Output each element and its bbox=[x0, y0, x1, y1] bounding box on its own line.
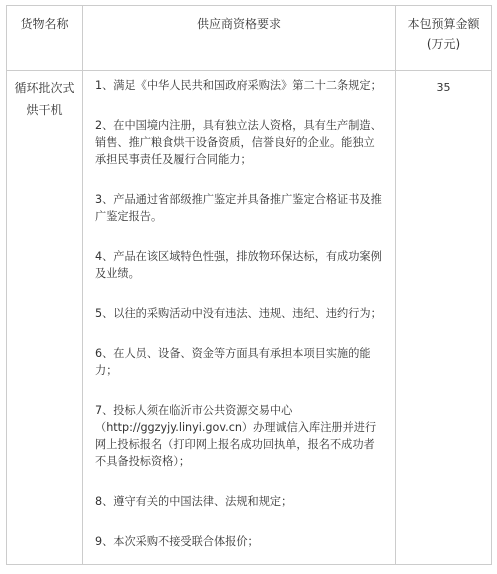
requirement-item: 5、以往的采购活动中没有违法、违规、违纪、违约行为； bbox=[95, 307, 382, 320]
table-header-row bbox=[7, 6, 492, 71]
requirement-item: 4、产品在该区域特色性强，排放物环保达标，有成功案例及业绩。 bbox=[95, 250, 382, 280]
requirement-item: 2、在中国境内注册，具有独立法人资格，具有生产制造、销售、推广粮食烘干设备资质，信誉良好的企业。能独立承担民事责任及履行合同能力； bbox=[95, 119, 382, 166]
table-row bbox=[7, 71, 492, 565]
requirement-item: 3、产品通过省部级推广鉴定并具备推广鉴定合格证书及推广鉴定报告。 bbox=[95, 193, 382, 223]
header-budget bbox=[396, 6, 492, 71]
requirement-item: 8、遵守有关的中国法律、法规和规定； bbox=[95, 495, 293, 508]
header-supplier-requirements bbox=[83, 6, 396, 71]
goods-name-cell bbox=[7, 71, 83, 565]
requirement-item: 6、在人员、设备、资金等方面具有承担本项目实施的能力； bbox=[95, 347, 371, 377]
requirements-cell bbox=[83, 71, 396, 565]
header-supplier-requirements-label: 供应商资格要求 bbox=[196, 17, 281, 31]
header-goods-name bbox=[7, 6, 83, 71]
procurement-table bbox=[6, 5, 492, 565]
goods-name-value: 循环批次式烘干机 bbox=[14, 81, 75, 117]
header-budget-label: 本包预算金额 bbox=[407, 17, 480, 31]
budget-value: 35 bbox=[436, 81, 451, 94]
budget-cell bbox=[396, 71, 492, 565]
header-budget-unit: (万元) bbox=[426, 37, 461, 51]
requirement-item: 1、满足《中华人民共和国政府采购法》第二十二条规定； bbox=[95, 79, 382, 92]
header-goods-name-label: 货物名称 bbox=[20, 17, 69, 31]
requirement-item: 7、投标人须在临沂市公共资源交易中心（http://ggzyjy.linyi.gov.cn）办理诚信入库注册并进行网上投标报名（打印网上报名成功回执单，报名不成功者不具备投标资格）； bbox=[95, 404, 377, 468]
requirement-item: 9、本次采购不接受联合体报价； bbox=[95, 535, 259, 548]
